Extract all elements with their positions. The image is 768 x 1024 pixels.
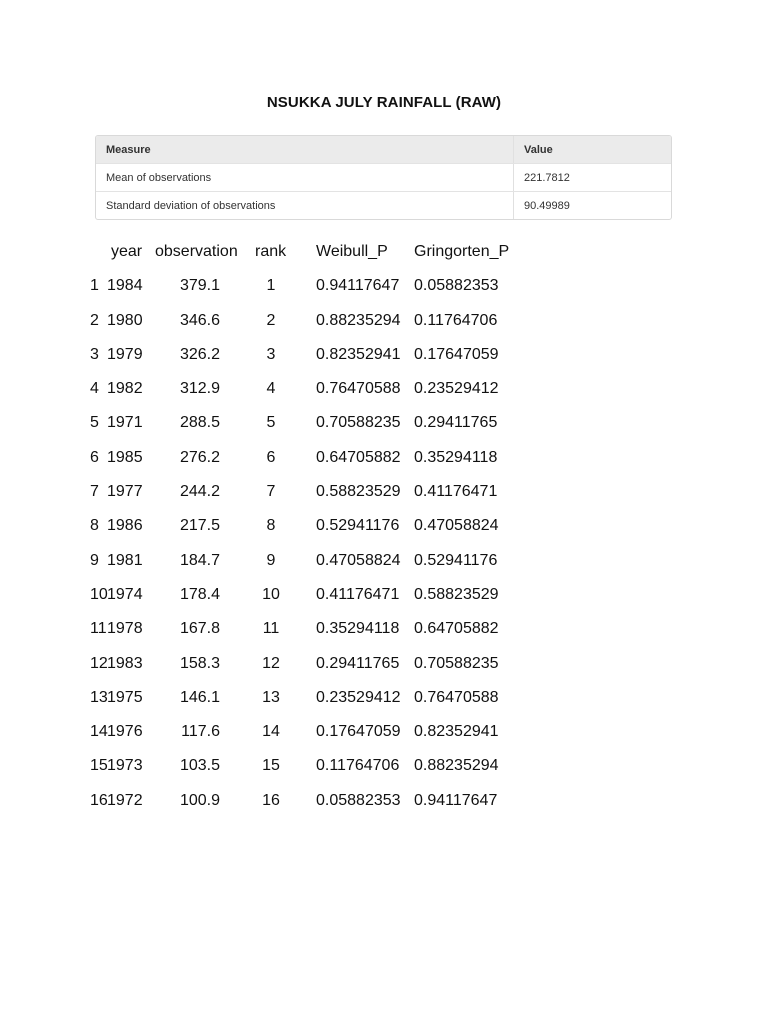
weibull-cell: 0.35294118 [316,620,400,638]
summary-value-cell: 90.49989 [524,199,570,212]
gringorten-cell: 0.64705882 [414,620,499,638]
year-cell: 1976 [107,723,143,741]
weibull-cell: 0.64705882 [316,448,401,466]
rank-cell: 8 [266,517,276,535]
observation-cell: 184.7 [179,551,220,569]
year-cell: 1973 [107,757,143,775]
row-index: 2 [90,311,99,329]
observation-cell: 146.1 [179,688,220,706]
weibull-cell: 0.05882353 [316,791,401,809]
observation-cell: 276.2 [179,448,220,466]
observation-cell: 312.9 [179,380,220,398]
year-cell: 1986 [107,517,143,535]
weibull-cell: 0.70588235 [316,414,401,432]
rank-cell: 14 [262,723,280,741]
gringorten-cell: 0.58823529 [414,585,499,603]
row-index: 8 [90,517,99,535]
gringorten-cell: 0.35294118 [414,448,498,466]
year-cell: 1983 [107,654,143,672]
row-index: 10 [90,585,108,603]
observation-cell: 167.8 [179,620,220,638]
rank-cell: 13 [262,688,280,706]
gringorten-cell: 0.41176471 [414,483,498,501]
year-cell: 1984 [107,277,143,295]
observation-cell: 326.2 [179,345,220,363]
weibull-cell: 0.47058824 [316,551,401,569]
row-index: 16 [90,791,108,809]
observation-cell: 379.1 [179,277,220,295]
observation-cell: 158.3 [179,654,220,672]
gringorten-cell: 0.17647059 [414,345,499,363]
year-cell: 1971 [107,414,143,432]
observation-cell: 346.6 [179,311,220,329]
header-observation: observation [155,243,238,260]
gringorten-cell: 0.70588235 [414,654,499,672]
year-cell: 1981 [107,551,143,569]
rank-cell: 15 [262,757,280,775]
rank-cell: 9 [266,551,276,569]
year-cell: 1978 [107,620,143,638]
page-title: NSUKKA JULY RAINFALL (RAW) [266,94,502,111]
gringorten-cell: 0.88235294 [414,757,499,775]
summary-header-value: Value [524,143,553,156]
weibull-cell: 0.82352941 [316,345,401,363]
gringorten-cell: 0.29411765 [414,414,498,432]
summary-header-row [96,136,671,163]
gringorten-cell: 0.11764706 [414,311,498,329]
gringorten-cell: 0.76470588 [414,688,499,706]
header-rank: rank [255,243,287,260]
summary-row [96,191,671,219]
weibull-cell: 0.88235294 [316,311,401,329]
rank-cell: 1 [266,277,276,295]
row-index: 3 [90,345,99,363]
summary-value-cell: 221.7812 [524,171,570,184]
row-index: 15 [90,757,108,775]
gringorten-cell: 0.94117647 [414,791,498,809]
row-index: 9 [90,551,99,569]
gringorten-cell: 0.23529412 [414,380,499,398]
summary-measure-cell: Standard deviation of observations [96,192,514,219]
rank-cell: 5 [266,414,276,432]
rank-cell: 6 [266,448,276,466]
observation-cell: 103.5 [179,757,220,775]
observation-cell: 117.6 [181,723,220,741]
summary-measure-cell: Mean of observations [96,164,514,191]
observation-cell: 288.5 [179,414,220,432]
row-index: 11 [90,620,107,638]
rank-cell: 11 [262,620,280,638]
year-cell: 1974 [107,585,143,603]
weibull-cell: 0.52941176 [316,517,400,535]
rank-cell: 2 [266,311,276,329]
observation-cell: 244.2 [179,483,220,501]
weibull-cell: 0.29411765 [316,654,400,672]
weibull-cell: 0.17647059 [316,723,401,741]
weibull-cell: 0.41176471 [316,585,400,603]
year-cell: 1982 [107,380,143,398]
observation-cell: 100.9 [179,791,220,809]
header-year: year [111,243,143,260]
summary-table [95,135,672,220]
row-index: 5 [90,414,99,432]
summary-row [96,163,671,191]
weibull-cell: 0.58823529 [316,483,401,501]
gringorten-cell: 0.82352941 [414,723,499,741]
rank-cell: 16 [262,791,280,809]
weibull-cell: 0.11764706 [316,757,400,775]
rank-cell: 12 [262,654,280,672]
row-index: 4 [90,380,99,398]
observation-cell: 217.5 [179,517,220,535]
gringorten-cell: 0.52941176 [414,551,498,569]
year-cell: 1977 [107,483,143,501]
row-index: 7 [90,483,99,501]
year-cell: 1975 [107,688,143,706]
summary-header-measure: Measure [96,136,514,163]
year-cell: 1979 [107,345,143,363]
gringorten-cell: 0.05882353 [414,277,499,295]
year-cell: 1985 [107,448,143,466]
row-index: 13 [90,688,108,706]
rank-cell: 10 [262,585,280,603]
rank-cell: 7 [266,483,276,501]
year-cell: 1980 [107,311,143,329]
gringorten-cell: 0.47058824 [414,517,499,535]
row-index: 6 [90,448,99,466]
weibull-cell: 0.76470588 [316,380,401,398]
row-index: 12 [90,654,108,672]
weibull-cell: 0.23529412 [316,688,401,706]
rank-cell: 4 [266,380,276,398]
observation-cell: 178.4 [179,585,220,603]
header-gringorten: Gringorten_P [414,243,510,260]
header-weibull: Weibull_P [316,243,388,260]
rank-cell: 3 [266,345,276,363]
weibull-cell: 0.94117647 [316,277,400,295]
year-cell: 1972 [107,791,143,809]
row-index: 14 [90,723,108,741]
row-index: 1 [90,277,99,295]
